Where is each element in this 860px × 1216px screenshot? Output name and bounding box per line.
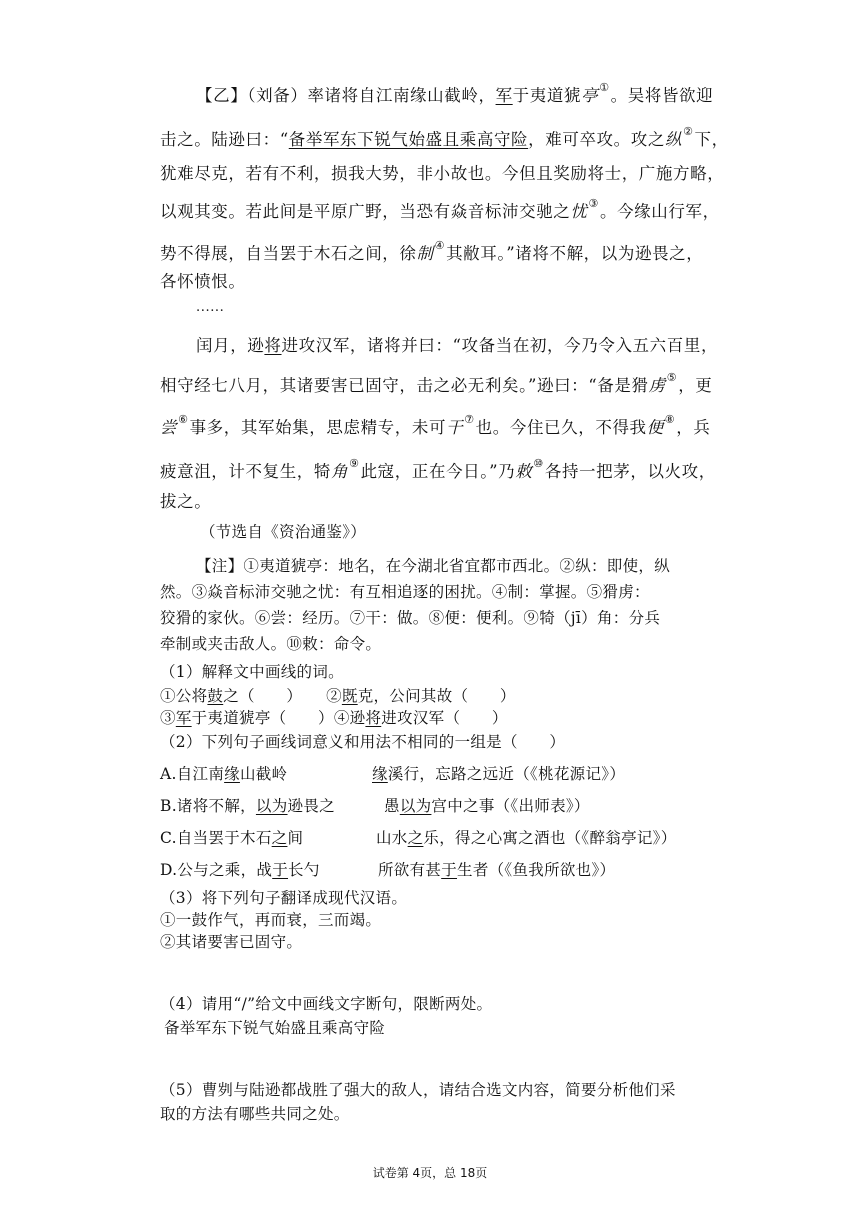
source-citation: （节选自《资治通鉴》） (200, 523, 367, 541)
footnote-marker: ⑨ (349, 456, 360, 470)
question-1-title: （1）解释文中画线的词。 (160, 663, 344, 681)
passage-line-4: 以观其变。若此间是平原广野，当恐有焱音标沛交驰之忧③。今缘山行军， (160, 196, 720, 221)
footnote-marker: ③ (588, 196, 599, 210)
passage-line-3: 犹难尽克，若有不利，损我大势，非小故也。今但且奖励将士，广施方略， (160, 164, 725, 183)
passage-line-6: 各怀愤恨。 (160, 272, 246, 291)
question-4-text: 备举军东下锐气始盛且乘高守险 (164, 1019, 386, 1037)
question-3-sentence-1: ①一鼓作气，再而衰，三而竭。 (160, 911, 382, 929)
passage-line-11: 拔之。 (160, 492, 212, 511)
page-footer: 试卷第 4页，总 18页 (372, 1166, 488, 1180)
question-3-title: （3）将下列句子翻译成现代汉语。 (160, 889, 408, 907)
passage-line-10: 疲意沮，计不复生，犄角⑨此寇，正在今日。”乃敕⑩各持一把茅，以火攻， (160, 456, 716, 481)
footnote-marker: ④ (434, 238, 446, 252)
footnote-marker: ⑦ (464, 412, 475, 426)
footnote-marker: ⑧ (664, 412, 676, 426)
note-line-4: 牵制或夹击敌人。⑩敕：命令。 (160, 635, 382, 653)
footnote-marker: ② (683, 124, 694, 138)
option-c: C.自当罢于木石之间 山水之乐，得之心寓之酒也（《醉翁亭记》） (160, 829, 677, 847)
passage-line-9: 尝⑥事多，其军始集，思虑精专，未可干⑦也。今住已久，不得我便⑧，兵 (160, 412, 711, 437)
question-5-line-1: （5）曹刿与陆逊都战胜了强大的敌人，请结合选文内容，简要分析他们采 (160, 1081, 676, 1099)
note-line-2: 然。③焱音标沛交驰之忧：有互相追逐的困扰。④制：掌握。⑤猾虏： (160, 583, 650, 601)
question-5-line-2: 取的方法有哪些共同之处。 (160, 1105, 350, 1123)
question-1-row-2: ③军于夷道猇亭（ ）④逊将进攻汉军（ ） (160, 709, 508, 727)
footnote-marker: ⑩ (533, 456, 544, 470)
question-1-row-1: ①公将鼓之（ ） ②既克，公问其故（ ） (160, 687, 516, 705)
footnote-marker: ⑤ (666, 370, 678, 384)
option-b: B.诸将不解，以为逊畏之 愚以为宫中之事（《出师表》） (160, 797, 590, 815)
footnote-marker: ① (599, 80, 610, 94)
footnote-marker: ⑥ (178, 412, 189, 426)
option-d: D.公与之乘，战于长勺 所欲有甚于生者（《鱼我所欲也》） (160, 861, 616, 879)
passage-line-7: 闰月，逊将进攻汉军，诸将并曰：“攻备当在初，今乃令入五六百里， (196, 336, 719, 355)
passage-line-2: 击之。陆逊曰：“备举军东下锐气始盛且乘高守险，难可卒攻。攻之纵②下， (160, 124, 729, 149)
option-a: A.自江南缘山截岭 缘溪行，忘路之远近（《桃花源记》） (160, 765, 626, 783)
passage-line-8: 相守经七八月，其诸要害已固守，击之必无利矣。”逊曰：“备是猾虏⑤，更 (160, 370, 713, 395)
note-line-3: 狡猾的家伙。⑥尝：经历。⑦干：做。⑧便：便利。⑨犄（jī）角：分兵 (160, 609, 661, 627)
ellipsis: ...... (196, 300, 225, 315)
underlined-phrase: 备举军东下锐气始盛且乘高守险 (288, 130, 529, 149)
passage-line-5: 势不得展，自当罢于木石之间，徐制④其敝耳。”诸将不解，以为逊畏之， (160, 238, 704, 263)
passage-line-1: 【乙】（刘备）率诸将自江南缘山截岭，军于夷道猇亭①。吴将皆欲迎 (196, 80, 714, 105)
note-line-1: 【注】①夷道猇亭：地名，在今湖北省宜都市西北。②纵：即使，纵 (196, 557, 671, 575)
question-2-title: （2）下列句子画线词意义和用法不相同的一组是（ ） (160, 733, 566, 751)
question-4-title: （4）请用“/”给文中画线文字断句，限断两处。 (160, 995, 493, 1013)
question-3-sentence-2: ②其诸要害已固守。 (160, 933, 303, 951)
